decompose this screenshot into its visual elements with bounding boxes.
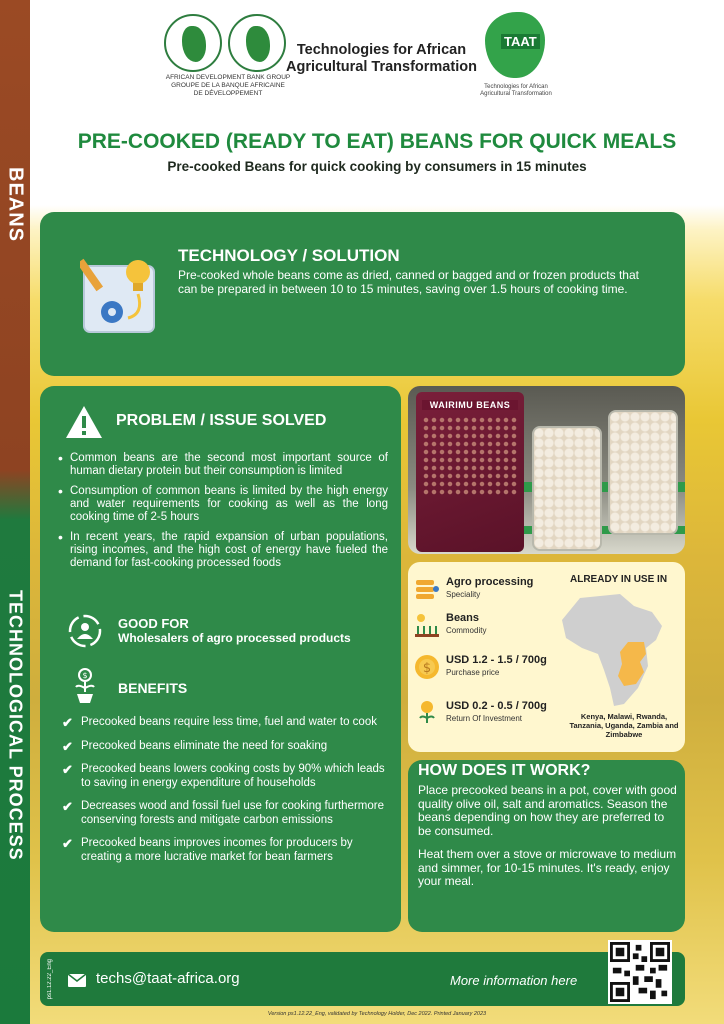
mail-icon	[68, 974, 86, 987]
bean-pattern	[422, 416, 518, 496]
good-for-heading: GOOD FOR	[118, 616, 189, 631]
taat-logo	[477, 12, 553, 82]
category-row: Agro processing Speciality	[414, 574, 564, 608]
technology-heading: TECHNOLOGY / SOLUTION	[178, 246, 400, 265]
crop-field-icon	[414, 612, 440, 638]
list-item: ✔ Decreases wood and fossil fuel use for cooking furthermore conserving forests and mitigate carbon emissions	[62, 799, 384, 826]
page-title: PRE-COOKED (READY TO EAT) BEANS FOR QUICK MEALS	[77, 130, 677, 153]
how-step-2: Heat them over a stove or microwave to medium and simmer, for 10-15 minutes. It's ready, enjoy your meal.	[418, 847, 677, 888]
check-icon: ✔	[62, 799, 73, 814]
problem-heading: PROBLEM / ISSUE SOLVED	[116, 412, 327, 429]
info-panel	[408, 562, 685, 752]
commodity-row: Beans Commodity	[414, 610, 564, 644]
document-code: ps1.12.22_Eng	[47, 958, 53, 1000]
afdb-name: AFRICAN DEVELOPMENT BANK GROUP GROUPE DE LA BANQUE AFRICAINE DE DÉVELOPPEMENT	[165, 74, 291, 97]
target-user-icon	[66, 612, 104, 650]
warning-icon	[64, 404, 104, 440]
processing-icon	[414, 576, 440, 602]
benefits-list	[62, 716, 388, 874]
afdb-globe-icon	[228, 14, 286, 72]
taat-mark: TAAT	[501, 34, 540, 49]
africa-map-icon	[558, 592, 670, 710]
check-icon: ✔	[62, 762, 73, 777]
check-icon: ✔	[62, 836, 73, 851]
qr-code-icon[interactable]	[608, 940, 672, 1004]
list-item: • In recent years, the rapid expansion of urban populations, rising incomes, and the high cost of energy have fueled the demand for fast-cooking processed foods	[58, 531, 388, 570]
more-info-link[interactable]: More information here	[450, 973, 578, 988]
list-item: • Consumption of common beans is limited by the high energy and water requirements for cooking as well as the long cooking time of 2-5 hours	[58, 485, 388, 524]
bean-jar	[532, 426, 602, 551]
version-note: Version ps1.12.22_Eng, validated by Technology Holder, Dec 2022. Printed January 2023	[267, 1011, 487, 1017]
footer	[40, 952, 685, 1006]
how-card	[408, 760, 685, 932]
good-for-text: Wholesalers of agro processed products	[118, 631, 351, 645]
check-icon: ✔	[62, 738, 73, 754]
list-item: ✔ Precooked beans improves incomes for producers by creating a more lucrative market for bean farmers	[62, 836, 353, 863]
price-row: $ USD 1.2 - 1.5 / 700g Purchase price	[414, 652, 564, 686]
header	[30, 0, 724, 120]
afdb-logo	[158, 14, 298, 76]
money-growth-icon	[414, 700, 440, 726]
countries-list: Kenya, Malawi, Rwanda, Tanzania, Uganda, Zambia and Zimbabwe	[569, 712, 679, 739]
how-step-1: Place precooked beans in a pot, cover with good quality olive oil, salt and aromatics. Season the beans depending on how they are preferred to be consumed.	[418, 783, 677, 838]
how-heading: HOW DOES IT WORK?	[418, 762, 591, 779]
technology-text: Pre-cooked whole beans come as dried, canned or bagged and or frozen products that can be prepared in between 10 to 15 minutes, saving over 1.5 hours of cooking time.	[178, 268, 639, 296]
list-item: ✔ Precooked beans require less time, fuel and water to cook	[62, 715, 377, 730]
coin-icon	[414, 654, 440, 680]
contact-email[interactable]: techs@taat-africa.org	[96, 970, 240, 987]
sidebar-crop-label: BEANS	[4, 167, 27, 243]
bean-bag	[416, 392, 524, 552]
bean-jar	[608, 410, 678, 535]
problem-card	[40, 386, 401, 932]
money-plant-icon	[72, 668, 98, 704]
svg-text:$: $	[422, 661, 432, 676]
product-photo	[408, 386, 685, 554]
sidebar-section-label: TECHNOLOGICAL PROCESS	[5, 590, 26, 861]
afdb-globe-icon	[164, 14, 222, 72]
problem-list	[58, 452, 388, 577]
page-subtitle: Pre-cooked Beans for quick cooking by consumers in 15 minutes	[167, 159, 587, 174]
taat-subtitle: Technologies for African Agricultural Transformation	[480, 84, 552, 97]
bag-label: WAIRIMU BEANS	[422, 400, 518, 410]
roi-row: USD 0.2 - 0.5 / 700g Return Of Investment	[414, 698, 564, 732]
list-item: ✔ Precooked beans eliminate the need for soaking	[62, 738, 328, 754]
technology-card	[40, 212, 685, 376]
benefits-heading: BENEFITS	[118, 680, 188, 696]
list-item: • Common beans are the second most important source of human dietary protein but their consumption is limited	[58, 452, 388, 478]
list-item: ✔ Precooked beans lowers cooking costs by 90% which leads to saving in energy expenditure of households	[62, 762, 385, 789]
svg-text:$: $	[82, 671, 88, 680]
program-name: Technologies for African Agricultural Transformation	[286, 42, 477, 75]
already-in-use-heading: ALREADY IN USE IN	[570, 574, 668, 585]
check-icon: ✔	[62, 715, 73, 730]
idea-gear-icon	[80, 252, 160, 334]
